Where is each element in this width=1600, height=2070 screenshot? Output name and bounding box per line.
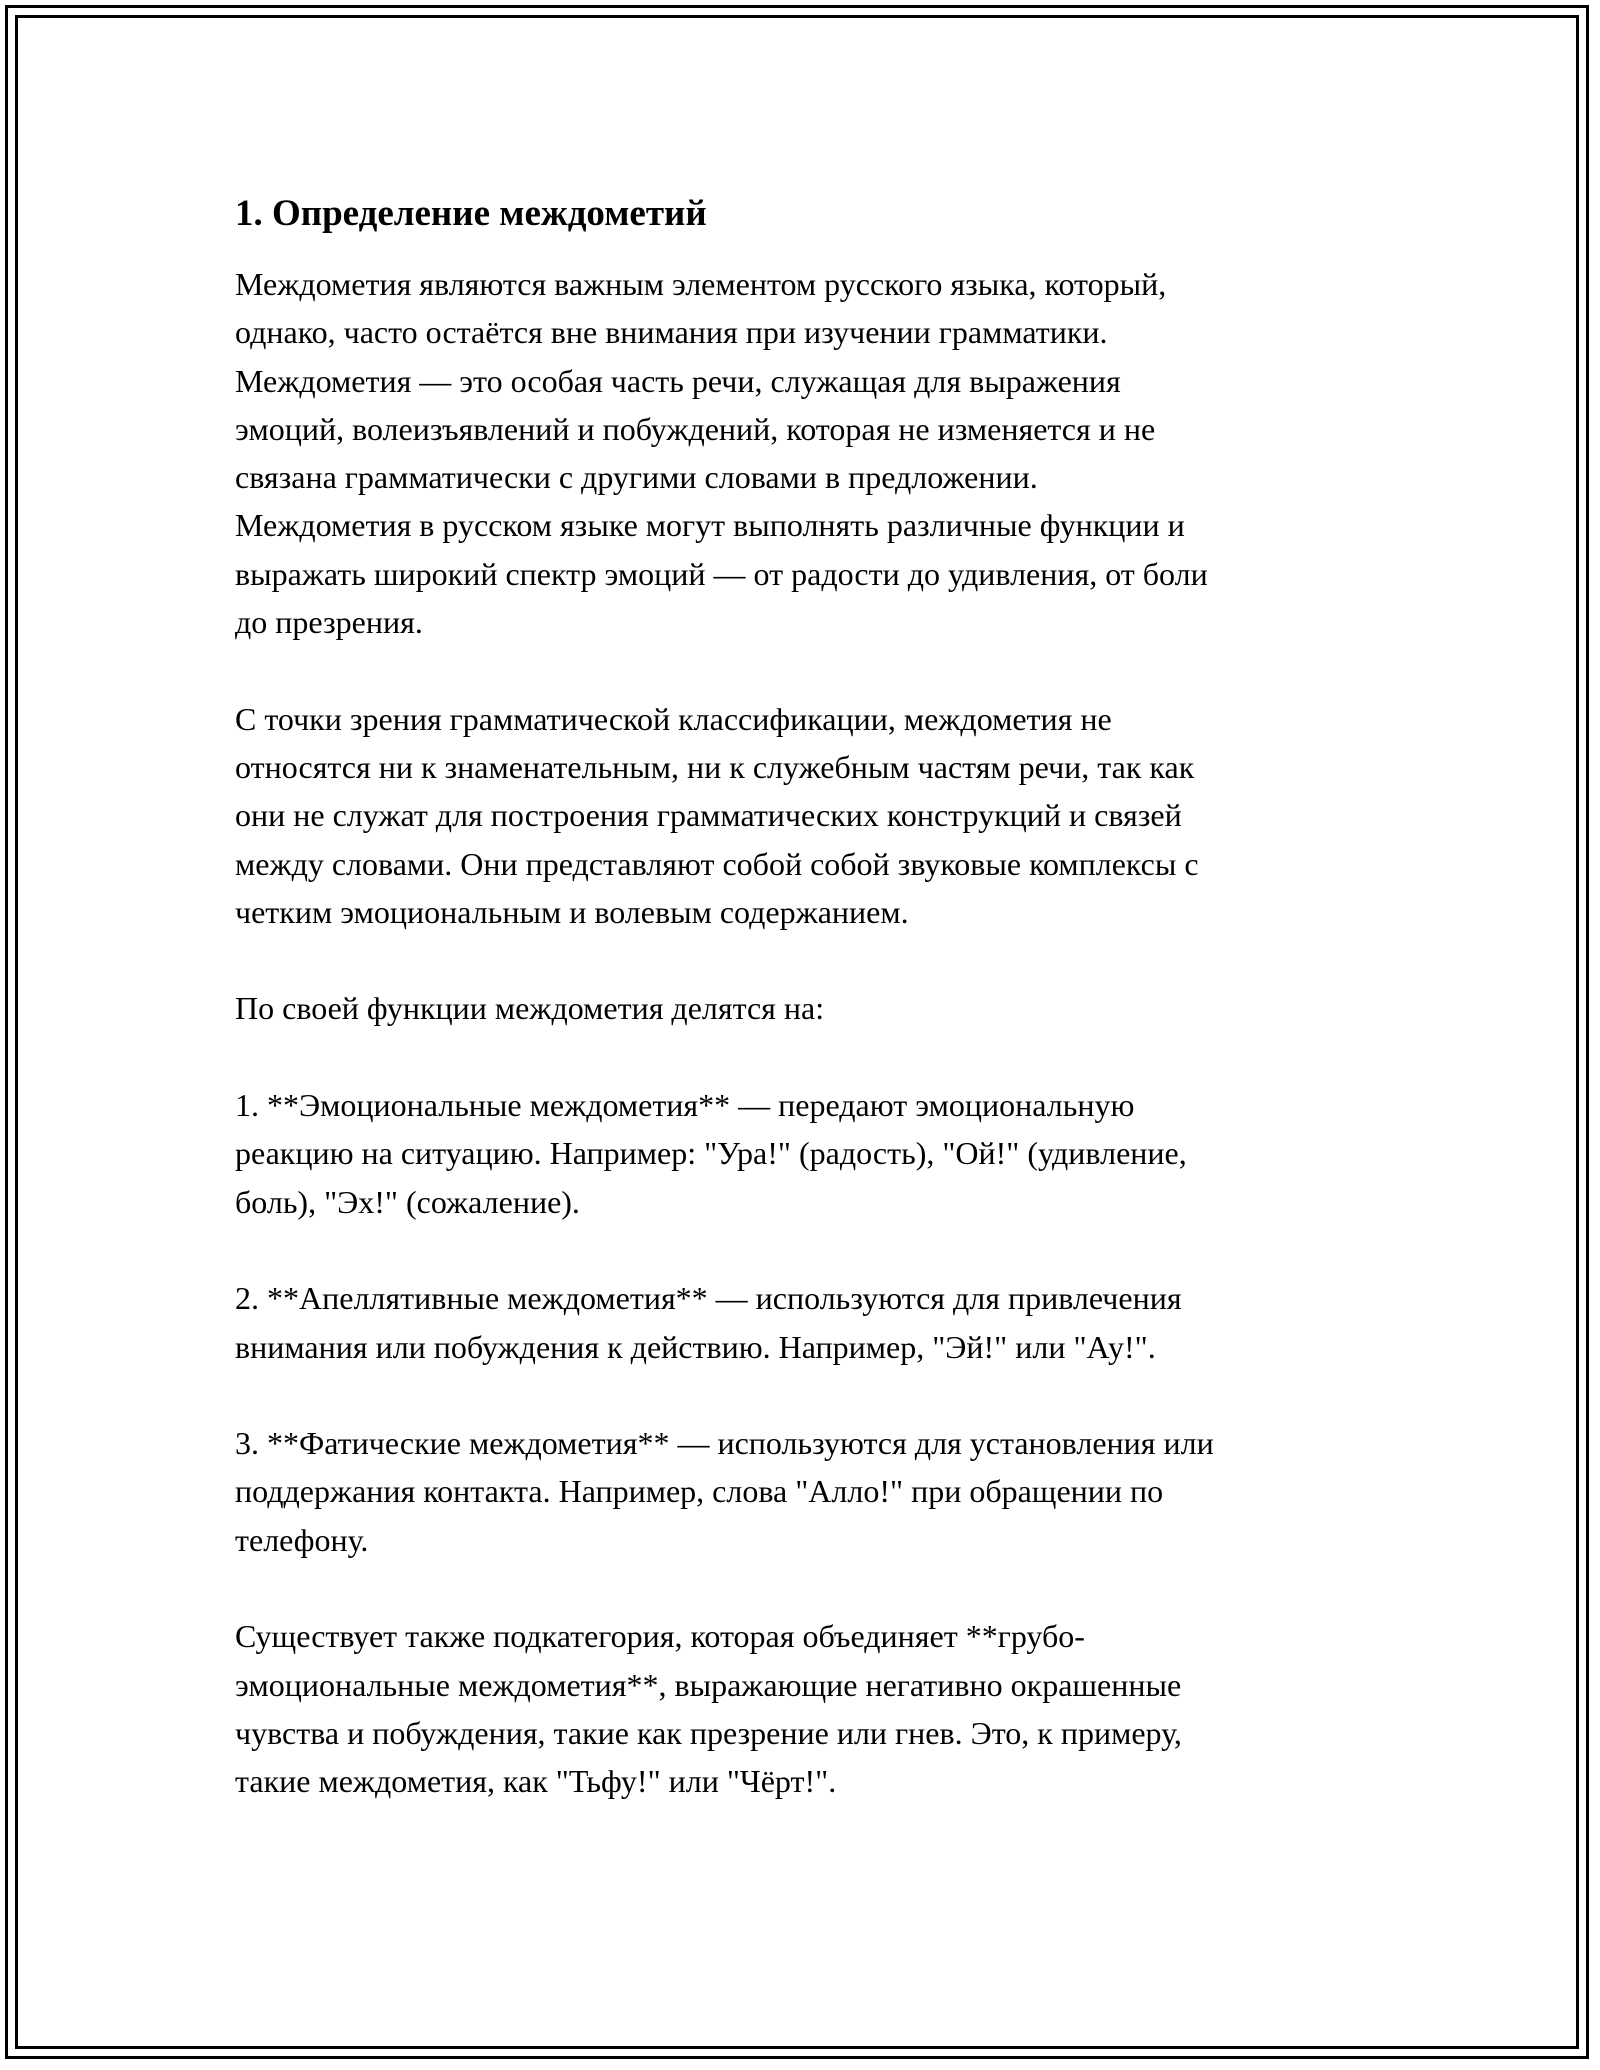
paragraph-gap xyxy=(235,1033,1365,1081)
text-line: относятся ни к знаменательным, ни к служебным частям речи, так как xyxy=(235,748,1195,785)
text-line: Междометия — это особая часть речи, служащая для выражения xyxy=(235,362,1121,399)
paragraph xyxy=(235,1419,1365,1564)
paragraph-gap xyxy=(235,1226,1365,1274)
text-line: боль), "Эх!" (сожаление). xyxy=(235,1183,580,1220)
paragraph-gap xyxy=(235,936,1365,984)
text-line: до презрения. xyxy=(235,604,423,641)
paragraph xyxy=(235,1274,1365,1371)
text-line: эмоций, волеизъявлений и побуждений, которая не изменяется и не xyxy=(235,410,1156,447)
text-line: Существует также подкатегория, которая объединяет **грубо- xyxy=(235,1618,1085,1655)
paragraph-gap xyxy=(235,1564,1365,1612)
text-line: 1. **Эмоциональные междометия** — передают эмоциональную xyxy=(235,1087,1135,1124)
text-line: По своей функции междометия делятся на: xyxy=(235,990,825,1027)
text-line: чувства и побуждения, такие как презрение или гнев. Это, к примеру, xyxy=(235,1714,1182,1751)
text-line: внимания или побуждения к действию. Например, "Эй!" или "Ау!". xyxy=(235,1328,1156,1365)
text-line: телефону. xyxy=(235,1521,369,1558)
text-line: Междометия являются важным элементом русского языка, который, xyxy=(235,266,1167,302)
paragraph-list xyxy=(235,260,1365,1806)
text-line: Междометия в русском языке могут выполнять различные функции и xyxy=(235,507,1185,544)
text-line: однако, часто остаётся вне внимания при изучении грамматики. xyxy=(235,314,1108,351)
paragraph xyxy=(235,1612,1365,1805)
text-line: реакцию на ситуацию. Например: "Ура!" (радость), "Ой!" (удивление, xyxy=(235,1135,1187,1172)
text-line: С точки зрения грамматической классификации, междометия не xyxy=(235,700,1112,737)
text-line: выражать широкий спектр эмоций — от радости до удивления, от боли xyxy=(235,555,1208,592)
text-line: такие междометия, как "Тьфу!" или "Чёрт!". xyxy=(235,1763,837,1800)
text-line: четким эмоциональным и волевым содержанием. xyxy=(235,893,909,930)
text-line: эмоциональные междометия**, выражающие негативно окрашенные xyxy=(235,1666,1182,1703)
text-line: 3. **Фатические междометия** — используются для установления или xyxy=(235,1425,1214,1462)
text-line: между словами. Они представляют собой собой звуковые комплексы с xyxy=(235,845,1199,882)
paragraph xyxy=(235,984,1365,1032)
text-line: они не служат для построения грамматических конструкций и связей xyxy=(235,797,1182,834)
text-line: поддержания контакта. Например, слова "Алло!" при обращении по xyxy=(235,1473,1164,1510)
document-body xyxy=(235,188,1365,1806)
text-line: связана грамматически с другими словами в предложении. xyxy=(235,459,1038,496)
paragraph xyxy=(235,695,1365,936)
paragraph xyxy=(235,1081,1365,1226)
paragraph-gap xyxy=(235,1371,1365,1419)
paragraph-gap xyxy=(235,646,1365,694)
text-line: 2. **Апеллятивные междометия** — используются для привлечения xyxy=(235,1280,1182,1317)
paragraph xyxy=(235,260,1365,646)
section-heading: 1. Определение междометий xyxy=(235,193,707,234)
